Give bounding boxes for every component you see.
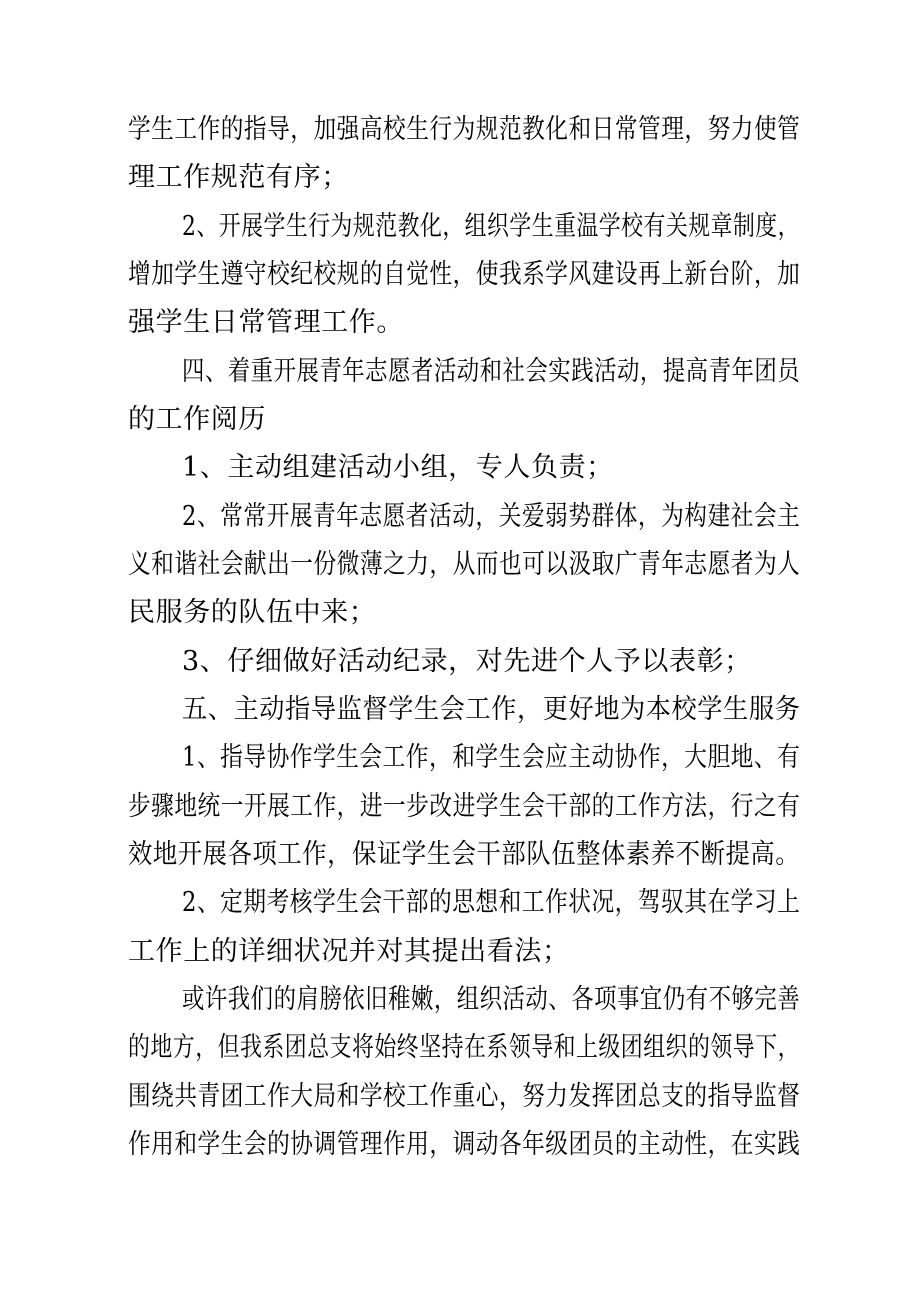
text-line: 的工作阅历 xyxy=(128,404,266,435)
text-line: 效地开展各项工作，保证学生会干部队伍整体素养不断提高。 xyxy=(128,839,801,870)
text-line: 理工作规范有序； xyxy=(128,162,349,193)
text-line: 五、主动指导监督学生会工作，更好地为本校学生服务 xyxy=(182,694,801,725)
text-line: 工作上的详细状况并对其提出看法； xyxy=(128,936,570,967)
text-line: 义和谐社会献出一份微薄之力，从而也可以汲取广青年志愿者为人 xyxy=(128,549,801,580)
text-line: 2、开展学生行为规范教化，组织学生重温学校有关规章制度， xyxy=(182,211,801,242)
text-line: 2、定期考核学生会干部的思想和工作状况，驾驭其在学习上 xyxy=(182,887,801,918)
text-line: 3、仔细做好活动纪录，对先进个人予以表彰； xyxy=(182,646,752,677)
text-line: 或许我们的肩膀依旧稚嫩，组织活动、各项事宜仍有不够完善 xyxy=(182,984,801,1015)
text-line: 1、主动组建活动小组，专人负责； xyxy=(182,452,614,483)
text-line: 增加学生遵守校纪校规的自觉性，使我系学风建设再上新台阶，加 xyxy=(128,259,801,290)
text-line: 围绕共青团工作大局和学校工作重心，努力发挥团总支的指导监督 xyxy=(128,1081,801,1112)
text-line: 1、指导协作学生会工作，和学生会应主动协作，大胆地、有 xyxy=(182,742,801,773)
text-line: 作用和学生会的协调管理作用，调动各年级团员的主动性，在实践 xyxy=(128,1129,801,1160)
text-line: 步骤地统一开展工作，进一步改进学生会干部的工作方法，行之有 xyxy=(128,791,801,822)
text-line: 的地方，但我系团总支将始终坚持在系领导和上级团组织的领导下， xyxy=(128,1032,801,1063)
text-line: 强学生日常管理工作。 xyxy=(128,307,404,338)
text-line: 2、常常开展青年志愿者活动，关爱弱势群体，为构建社会主 xyxy=(182,501,801,532)
text-line: 四、着重开展青年志愿者活动和社会实践活动，提高青年团员 xyxy=(182,356,801,387)
text-line: 学生工作的指导，加强高校生行为规范教化和日常管理，努力使管 xyxy=(128,114,801,145)
text-line: 民服务的队伍中来； xyxy=(128,597,377,628)
